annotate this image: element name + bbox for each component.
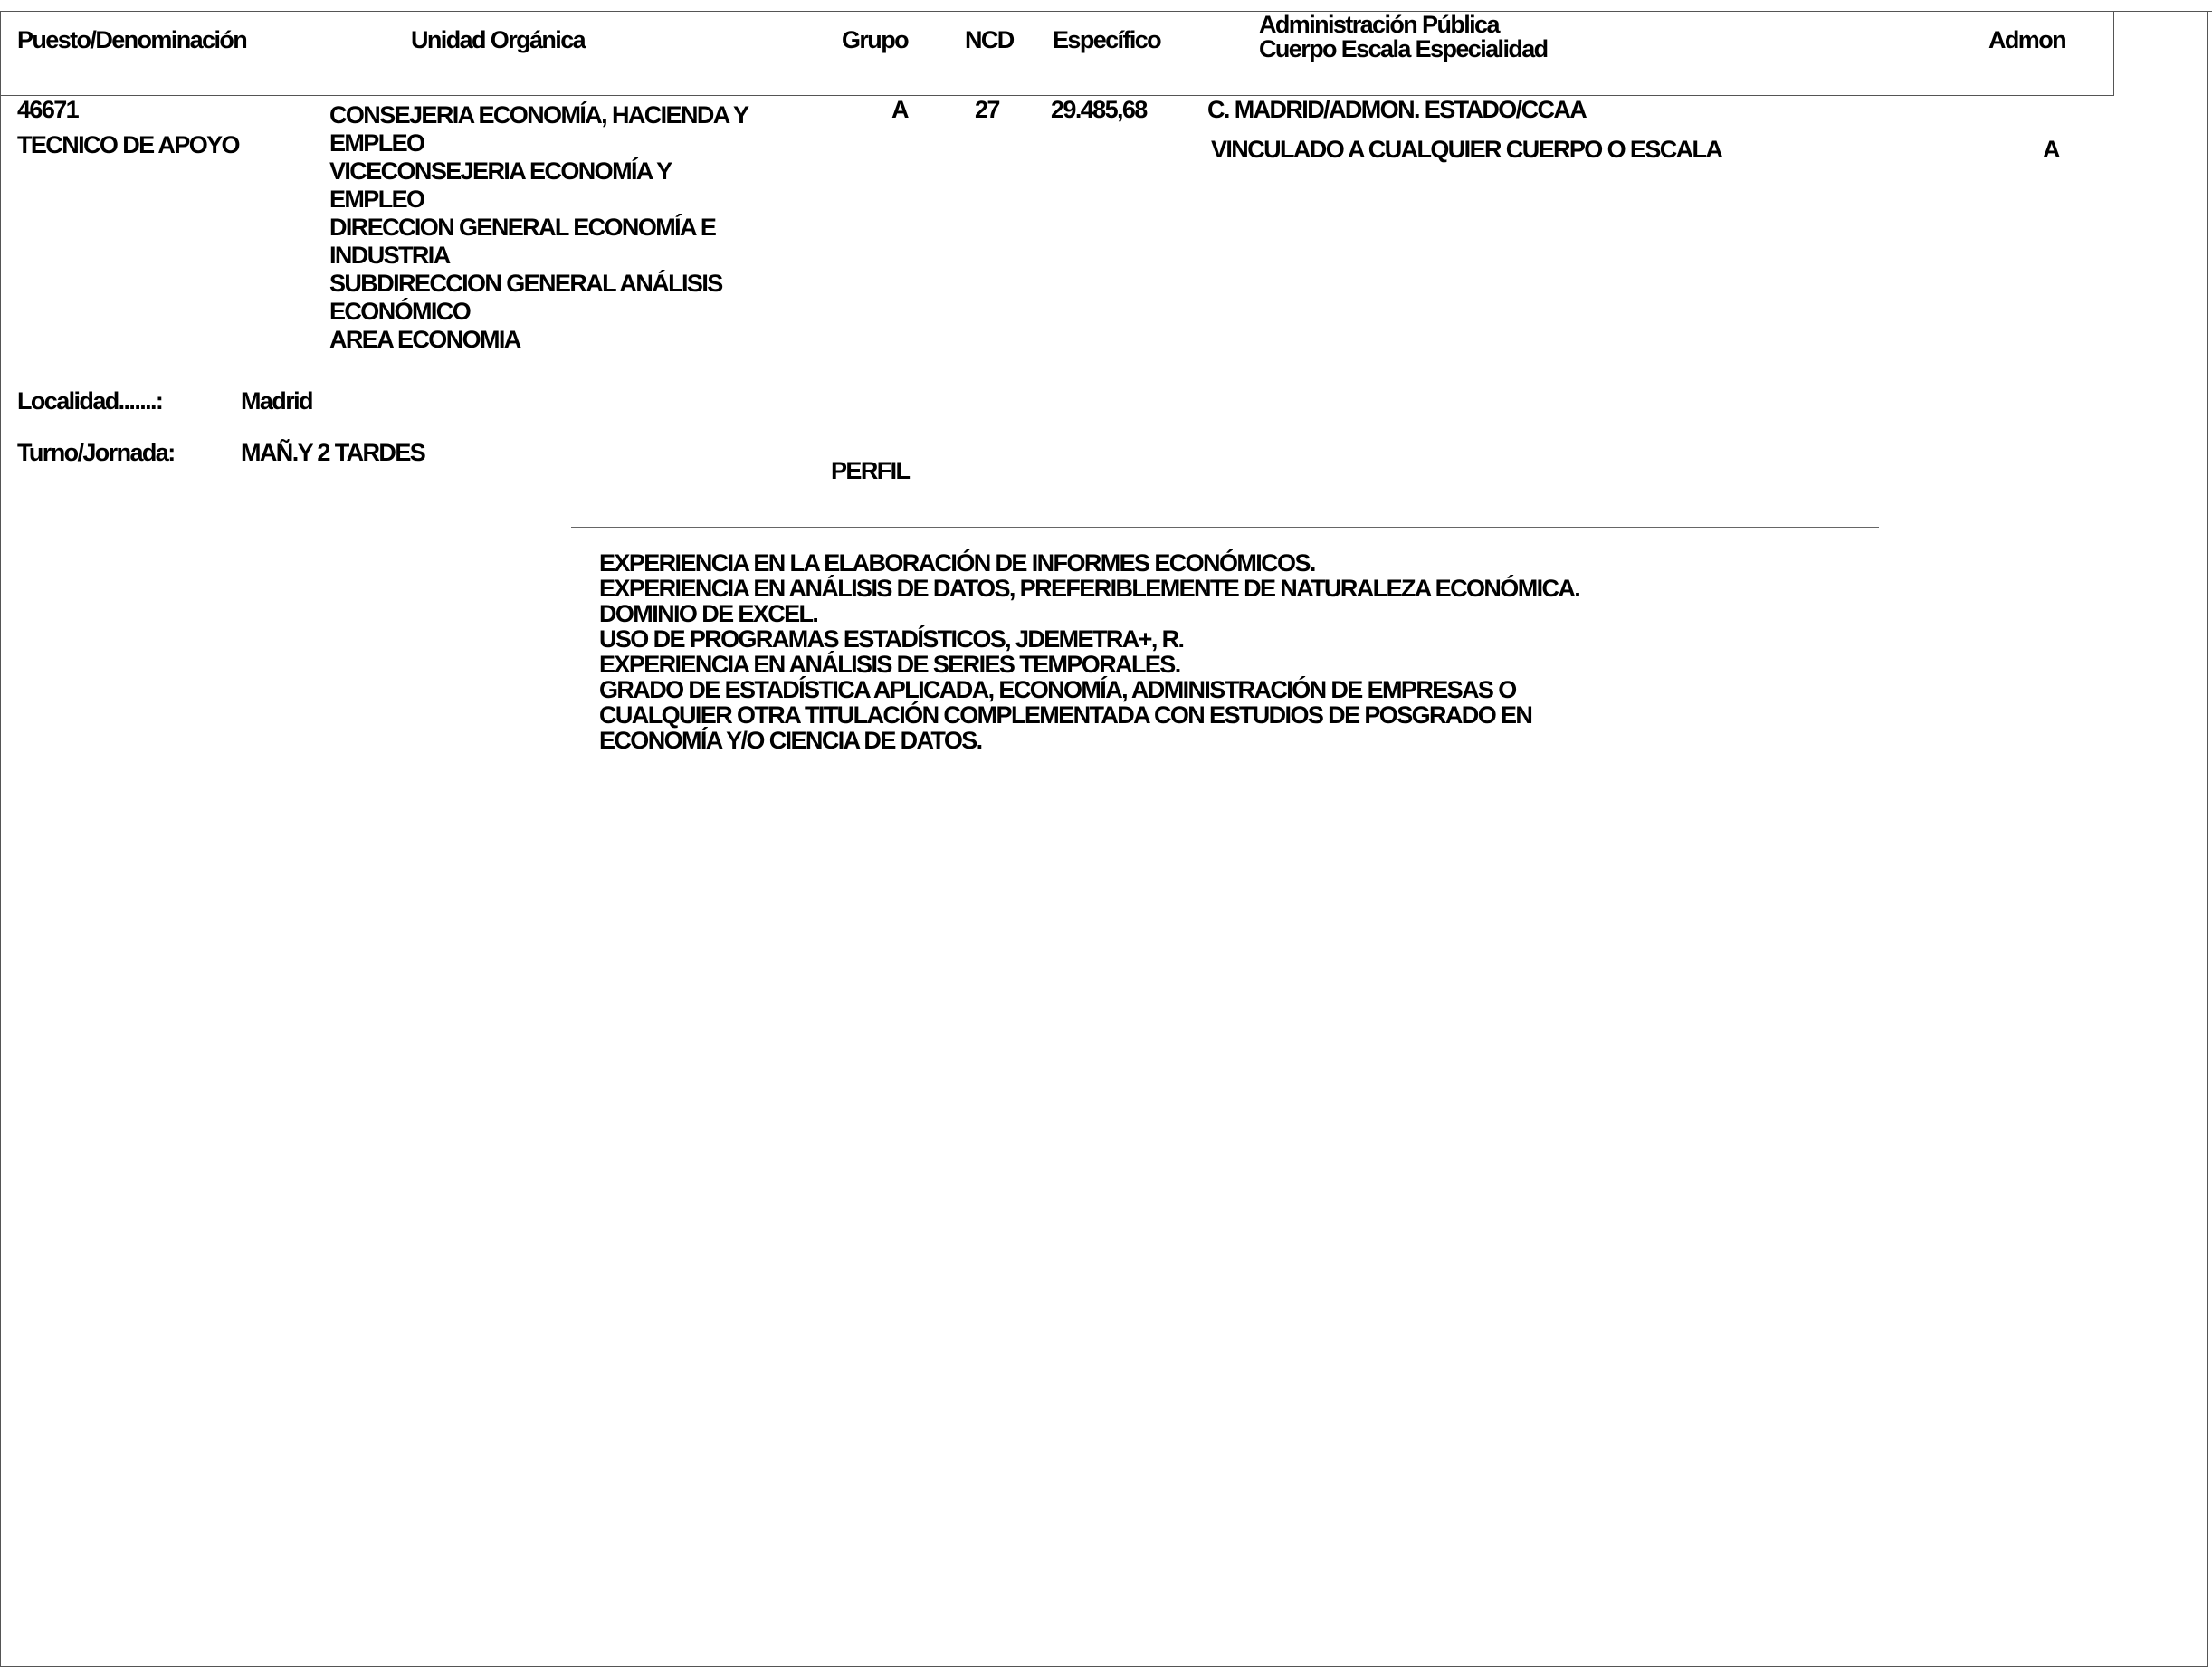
unidad-line: DIRECCION GENERAL ECONOMÍA E xyxy=(329,214,716,241)
perfil-line: EXPERIENCIA EN ANÁLISIS DE DATOS, PREFERIBLEMENTE DE NATURALEZA ECONÓMICA. xyxy=(599,575,1580,602)
unidad-line: AREA ECONOMIA xyxy=(329,326,520,353)
record-grupo: A xyxy=(891,96,908,123)
perfil-line: USO DE PROGRAMAS ESTADÍSTICOS, JDEMETRA+, R. xyxy=(599,625,1184,653)
unidad-line: SUBDIRECCION GENERAL ANÁLISIS xyxy=(329,270,722,297)
record-denominacion: TECNICO DE APOYO xyxy=(17,131,239,158)
header-admin-publica: Administración Pública xyxy=(1259,11,1499,38)
record-administracion: C. MADRID/ADMON. ESTADO/CCAA xyxy=(1207,96,1587,123)
unidad-line: CONSEJERIA ECONOMÍA, HACIENDA Y xyxy=(329,101,748,129)
record-code: 46671 xyxy=(17,96,79,123)
turno-label: Turno/Jornada: xyxy=(17,439,175,466)
unidad-line: VICECONSEJERIA ECONOMÍA Y xyxy=(329,157,672,185)
record-admon: A xyxy=(2043,136,2059,163)
record-especifico: 29.485,68 xyxy=(1051,96,1147,123)
perfil-label: PERFIL xyxy=(831,457,910,484)
unidad-organica-list xyxy=(329,101,748,354)
perfil-line: EXPERIENCIA EN ANÁLISIS DE SERIES TEMPORALES. xyxy=(599,651,1180,678)
perfil-line: EXPERIENCIA EN LA ELABORACIÓN DE INFORMES ECONÓMICOS. xyxy=(599,549,1315,577)
localidad-label: Localidad.......: xyxy=(17,387,163,415)
perfil-line: DOMINIO DE EXCEL. xyxy=(599,600,818,627)
frame-top-edge xyxy=(2112,11,2212,12)
perfil-list xyxy=(599,550,1579,753)
perfil-line: CUALQUIER OTRA TITULACIÓN COMPLEMENTADA CON ESTUDIOS DE POSGRADO EN xyxy=(599,701,1532,729)
header-puesto: Puesto/Denominación xyxy=(17,26,247,53)
header-admon: Admon xyxy=(1988,26,2065,53)
perfil-divider xyxy=(571,527,1879,528)
unidad-line: EMPLEO xyxy=(329,129,424,157)
header-especifico: Específico xyxy=(1053,26,1161,53)
header-ncd: NCD xyxy=(965,26,1014,53)
header-unidad: Unidad Orgánica xyxy=(411,26,586,53)
turno-value: MAÑ.Y 2 TARDES xyxy=(241,439,425,466)
record-cuerpo: VINCULADO A CUALQUIER CUERPO O ESCALA xyxy=(1211,136,1722,163)
perfil-line: ECONOMÍA Y/O CIENCIA DE DATOS. xyxy=(599,727,982,754)
unidad-line: ECONÓMICO xyxy=(329,298,471,325)
perfil-line: GRADO DE ESTADÍSTICA APLICADA, ECONOMÍA, ADMINISTRACIÓN DE EMPRESAS O xyxy=(599,676,1516,703)
header-cuerpo-escala: Cuerpo Escala Especialidad xyxy=(1259,35,1548,62)
record-ncd: 27 xyxy=(975,96,999,123)
header-grupo: Grupo xyxy=(842,26,908,53)
unidad-line: EMPLEO xyxy=(329,186,424,213)
unidad-line: INDUSTRIA xyxy=(329,242,450,269)
localidad-value: Madrid xyxy=(241,387,312,415)
